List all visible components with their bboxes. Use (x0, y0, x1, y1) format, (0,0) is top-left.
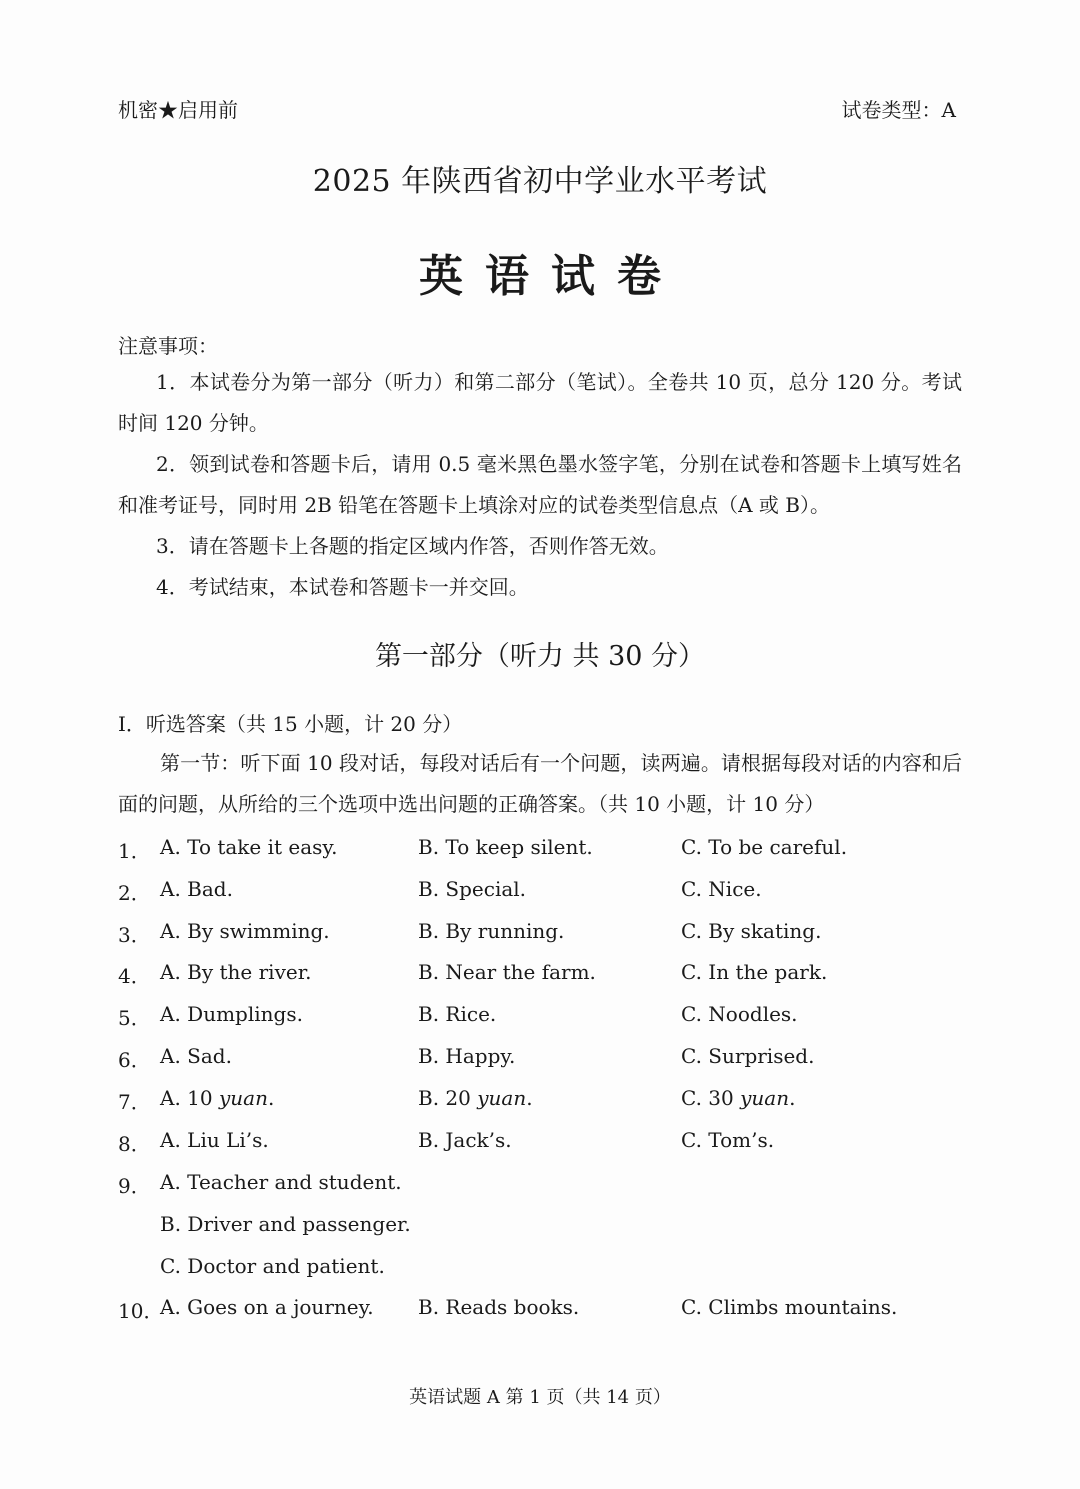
notice-item-2: 2．领到试卷和答题卡后，请用 0.5 毫米黑色墨水签字笔，分别在试卷和答题卡上填写姓名和准考证号，同时用 2B 铅笔在答题卡上填涂对应的试卷类型信息点（A 或 B）。 (118, 452, 962, 517)
question-number: 2． (118, 881, 151, 905)
question-row (118, 1086, 962, 1116)
option-b: B. Near the farm. (418, 960, 596, 984)
option-a-amount: A. 10 (160, 1086, 213, 1110)
option-a-period: . (267, 1086, 275, 1110)
exam-title: 2025 年陕西省初中学业水平考试 (312, 164, 768, 199)
option-c: C. Doctor and patient. (160, 1254, 385, 1278)
question-number: 5． (118, 1006, 151, 1030)
question-row (118, 1002, 962, 1032)
option-c: C. Noodles. (681, 1002, 798, 1026)
notice-item-1: 1．本试卷分为第一部分（听力）和第二部分（笔试）。全卷共 10 页，总分 120 分。考试时间 120 分钟。 (118, 370, 962, 435)
question-number: 7． (118, 1090, 151, 1114)
option-a: A. Sad. (160, 1044, 232, 1068)
option-b: B. Reads books. (418, 1295, 580, 1319)
option-a (160, 1086, 274, 1110)
option-b-unit: yuan (477, 1086, 527, 1110)
question-row (118, 877, 962, 907)
question-number: 3． (118, 923, 151, 947)
option-a: A. Goes on a journey. (160, 1295, 374, 1319)
question-row (118, 919, 962, 949)
option-c-amount: C. 30 (681, 1086, 734, 1110)
paper-type-label: 试卷类型：A (841, 98, 956, 122)
section-heading: Ⅰ．听选答案（共 15 小题，计 20 分） (118, 712, 463, 736)
notice-heading: 注意事项： (118, 334, 218, 358)
question-row (118, 835, 962, 865)
option-b: B. Rice. (418, 1002, 497, 1026)
option-c: C. In the park. (681, 960, 828, 984)
page-footer: 英语试题 A 第 1 页（共 14 页） (409, 1387, 671, 1408)
option-a: A. Dumplings. (160, 1002, 303, 1026)
option-a: A. To take it easy. (160, 835, 338, 859)
subject-title: 英语试卷 (419, 251, 683, 302)
option-b: B. By running. (418, 919, 565, 943)
option-a: A. By swimming. (160, 919, 330, 943)
question-row (118, 1044, 962, 1074)
option-c-unit: yuan (740, 1086, 790, 1110)
question-row (118, 1128, 962, 1158)
option-a: A. By the river. (160, 960, 312, 984)
option-b-amount: B. 20 (418, 1086, 471, 1110)
option-b: B. Special. (418, 877, 527, 901)
option-c-period: . (789, 1086, 796, 1110)
option-a: A. Liu Li’s. (160, 1128, 269, 1152)
question-number: 4． (118, 964, 151, 988)
question-row (118, 1170, 962, 1200)
option-c: C. Surprised. (681, 1044, 815, 1068)
option-b (418, 1086, 533, 1110)
question-row (118, 1295, 962, 1325)
question-row-continued (118, 1212, 962, 1242)
option-b-period: . (526, 1086, 533, 1110)
option-b: B. Happy. (418, 1044, 516, 1068)
option-b: B. To keep silent. (418, 835, 593, 859)
option-b: B. Jack’s. (418, 1128, 512, 1152)
option-a: A. Bad. (160, 877, 233, 901)
part-one-title: 第一部分（听力 共 30 分） (374, 641, 706, 672)
option-c (681, 1086, 795, 1110)
question-row (118, 960, 962, 990)
question-number: 6． (118, 1048, 151, 1072)
notice-item-4: 4．考试结束，本试卷和答题卡一并交回。 (156, 575, 529, 599)
option-c: C. Climbs mountains. (681, 1295, 898, 1319)
section-intro: 第一节：听下面 10 段对话，每段对话后有一个问题，读两遍。请根据每段对话的内容和后面的问题，从所给的三个选项中选出问题的正确答案。（共 10 小题，计 10 分） (118, 751, 962, 816)
option-a: A. Teacher and student. (160, 1170, 402, 1194)
confidential-label: 机密★启用前 (118, 98, 238, 122)
option-a-unit: yuan (218, 1086, 268, 1110)
option-c: C. Nice. (681, 877, 762, 901)
option-c: C. Tom’s. (681, 1128, 775, 1152)
question-row-continued (118, 1254, 962, 1284)
option-b: B. Driver and passenger. (160, 1212, 411, 1236)
notice-item-3: 3．请在答题卡上各题的指定区域内作答，否则作答无效。 (156, 534, 669, 558)
question-number: 8． (118, 1132, 151, 1156)
option-c: C. By skating. (681, 919, 822, 943)
question-number: 9． (118, 1174, 151, 1198)
question-number: 10． (118, 1299, 164, 1323)
option-c: C. To be careful. (681, 835, 848, 859)
question-number: 1． (118, 839, 151, 863)
